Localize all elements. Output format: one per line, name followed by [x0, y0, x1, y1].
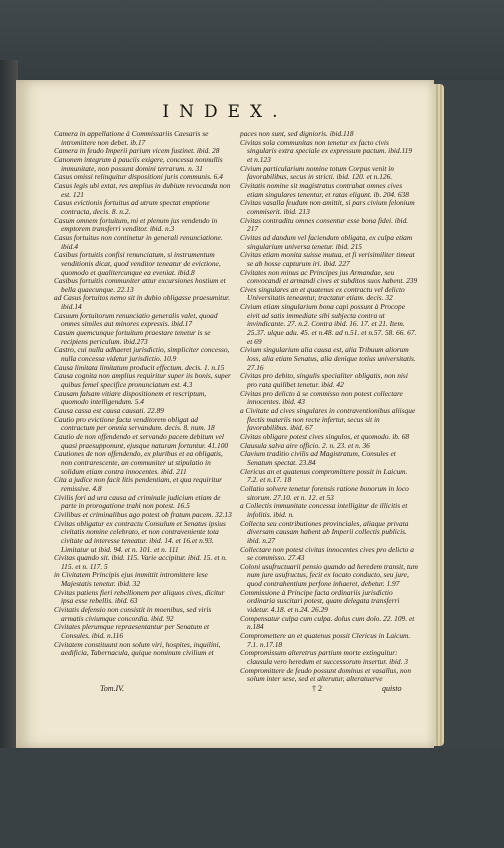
right-column: [240, 130, 418, 684]
index-entry: Civitas pro debito, singulis specialiter obligatis, non nisi pro rata quilibet tenetur. ibid. 42: [240, 371, 408, 390]
index-entry: Collatio solvere tenetur forensis ratione bonorum in loco sitorum. 27.10. et n. 12. et 53: [240, 483, 409, 502]
index-entry: Casus legis ubi extat, res amplius in dubium revocanda non est. 121: [54, 180, 231, 199]
index-entry: Civitas vasalla feudum non amittit, si pars civium felonium commiserit. ibid. 213: [240, 198, 415, 216]
index-entry: Civitas obligatur ex contractu Consulum et Senatus ipsius civitatis nomine celebrato, et non contraveniente tota civitate ad interesse teneatur. ibid. 14. et 16.et n.93. Limitatur ut ibid. 94. et n. 101. et n. 111: [54, 518, 226, 554]
index-entry: Camera in feudo Imperii parium vicem fustinet. ibid. 28: [54, 146, 220, 156]
index-entry: Cautio de non offendendo et servando pacem debitum vel quasi praesupponunt, ejusque naturam fortuntur. 41.100: [54, 431, 229, 450]
index-entry: Civilibus et criminalibus ago potest ob fratum pacem. 32.13: [54, 509, 232, 519]
book-cover-top: [0, 0, 504, 80]
index-entry: Causa limitata limitatum producit effectum. decis. 1. n.15: [54, 362, 225, 372]
index-entry: Cautiones de non offendendo, ex pluribus et ea obligatis, non contrarescente, an communiter ut stipulatio in solidum etiam contra innocentes. ibid. 211: [54, 449, 223, 476]
index-entry: Causa cognita non amplius requiritur super iis bonis, super quibus femel specifice pronunciatum est. 4.3: [54, 371, 231, 390]
index-entry: Casum quemcunque fortuitum praestare tenetur is se recipiens periculum. ibid.273: [54, 328, 211, 346]
book-page: [16, 80, 434, 748]
page-title: INDEX.: [162, 102, 288, 122]
index-entry: Coloni usufructuarii pensio quando ad heredem transit, tum num jure usufructus, fecit ex locato conducto, seu jure, quod contrahentium perfone inhaeret, debetur. 1.97: [240, 561, 418, 589]
index-entry: Compromittere de feudo possunt dominus et vasallus, non solum inter sese, sed et alterutur, alteratuerve: [240, 665, 412, 684]
index-entry: Clausula salva aire officio. 2. n. 23. et n. 36: [240, 440, 370, 450]
index-entry: Civitas patiens fieri rebellionem per aliquos cives, dicitur ipsa esse rebellis. ibid. 63: [54, 587, 225, 606]
index-entry: Clericus an et quatenus compromittere possit in Laicum. 7.2. et n.17. 18: [240, 466, 408, 485]
index-entry: Cautio pro evictione facta venditorem obligat ad contractum per omnia servandum. decis. 8. num. 18: [54, 414, 215, 433]
index-entry: Casuum fortuitorum renunciatio generalis valet, quoad omnes similes aut minores expressis. ibid.17: [54, 310, 218, 329]
index-entry: Civium particularium nomine totum Corpus venit in favorabilibus, secus in stricti. ibid. 120. et n.126.: [240, 163, 394, 182]
index-entry: Castro, cui nulla adhaeret jurisdictio, simpliciter concesso, nulla concessa videtur jurisdictio. 10.9: [54, 345, 230, 364]
index-entry: Casus omissi relinquitur dispositioni juris communis. 6.4: [54, 172, 223, 182]
index-entry: Compensatur culpa cum culpa. dolus cum dolo. 22. 109. et n.184: [240, 613, 415, 632]
index-entry: Civitatem constituunt non solum viri, hospites, inquilini, aedificia, Tabernacula, quique nominum civilium et: [54, 639, 221, 658]
index-entry: Civium singularium alia causa est, alia Tribuum aliorum loss, alia etiam Senatus, alia denique totius universitatis. 27.16: [240, 345, 416, 372]
book-cover-bottom: [0, 748, 504, 848]
index-entry: Cita a judice non facit litis pendentiam, et qua requiritur remissive. 4.8: [54, 475, 223, 493]
index-entry: Civitatis nomine sit magistratus contrahat omnes cives etiam singulares tenentur, et ratas eligunt. ib. 204. 638: [240, 180, 409, 199]
index-entry: Civitas sola communitas non tenetur ex facto civis singularis extra speciale ex expressum pactum. ibid.119 et n.123: [240, 137, 413, 164]
index-entry: Compromettere an et quatenus possit Clericus in Laicum. 7.1. n.17.18: [240, 631, 411, 649]
index-entry: Civitas contraditu omnes consentur esse bona fidei. ibid. 217: [240, 215, 409, 234]
index-entry: ad Casus fortuitos nemo sit in dubio obligasse praesumitur. ibid.14: [54, 293, 230, 312]
index-entry: Collecta seu contributiones provinciales, aliaque privata diversam causam habent ab Imperii collectis publicis. ibid. n.27: [240, 518, 409, 545]
index-entry: a Collectis immunitate concessa intelligitur de illicitis et infolitis. ibid. n.: [240, 501, 408, 519]
volume-label: Tom.IV.: [100, 684, 125, 693]
index-entry: Causam falsam vitiare dispositionem et rescriptum, quomodo intelligendum. 5.4: [54, 388, 207, 407]
left-column: [54, 130, 232, 658]
index-entry: Civitas etiam monita suisse mutua, et fi verisimiliter timeat se ab hosse capturum iri. ibid. 227: [240, 250, 415, 268]
index-entry: Civitas pro delicto à se commisso non potest collectare innocentes. ibid. 43: [240, 388, 403, 407]
index-entry: Civitatis defensio non consistit in moenibus, sed viris armatis civiumque concordia. ibid. 92: [54, 605, 212, 623]
index-entry: Civitas quando sit. ibid. 115. Varie accipitur. ibid. 15. et n. 115. et n. 117. 5: [54, 553, 227, 571]
index-entry: Casibus fortuitis communiter attur excursiones hostium et bella quaecunque. 22.13: [54, 276, 226, 294]
index-entry: paces non sunt, sed dignioris. ibid.118: [240, 129, 354, 138]
index-entry: Clavium traditio civilis ad Magistratum, Consules et Senatum spectat. 23.84: [240, 449, 396, 467]
index-entry: Civitas obligare potest cives singulos, et quomodo. ib. 68: [240, 431, 410, 441]
index-entry: Cives singulares an et quatenus ex contractu vel delicto Universitatis teneantur, tractatur etiam. decis. 32: [240, 284, 405, 303]
index-entry: Casus fortuitus non continetur in generali renunciatione. ibid.4: [54, 232, 223, 251]
index-entry: Civitates plerumque repraesentantur per Senatum et Consules. ibid. n.116: [54, 622, 210, 641]
index-entry: Compromissum alteretrus partium morte extinguitur: clausula vero heredum et successorum insertur. ibid. 3: [240, 648, 408, 667]
index-entry: Civitas ad dandum vel faciendum obligata, ex culpa etiam singularium universa tenetur. ibid. 215: [240, 232, 413, 251]
index-entry: Civium etiam singularium bona capi possunt à Procope eivit ad satis immediate sibi subjecta contra ut invindicante. 27. n.2. Contra ibid. 16. 17. et 21. Item. 25.37. ulque adu. 45. et n.48. ad n.51. et n.57. 58. 66. 67. et 69: [240, 302, 417, 346]
index-entry: in Civitatem Principis ejus immittit intromittere lese Majestatis tenetur. ibid. 32: [54, 570, 208, 589]
index-entry: Canonem integrum à pauciis exigere, concessa nonnullis immunitate, non possunt domini terrarum. n. 31: [54, 154, 223, 173]
index-entry: a Civitate ad cives singulares in contraventionibus aliisque flectis materiis non recte infertur, secus sit in favorabilibus. ibid. 67: [240, 406, 416, 433]
page-header: [16, 102, 434, 122]
index-entry: Collectare non potest civitas innocentes cives pro delicto a se commisso. 27.43: [240, 544, 414, 563]
index-entry: Commissione à Principe facta ordinariis jurisdictio ordinaria suscitari potest, quam delegata transferri videtur. 4.18. et n.24. 26.29: [240, 587, 400, 615]
index-entry: Camera in appellatione à Commissariis Caesaris se intromittere non debet. ib.17: [54, 129, 209, 147]
index-entry: Civilis fori ad ura causa ad criminale judicium etiam de parte in prorogatione trahi non potest. 16.5: [54, 492, 221, 511]
index-entry: Casum omnem fortuitum, mi et plenum jus vendendo in emptorem transferri venditor. ibid. n.3: [54, 215, 218, 234]
index-entry: Casibus fortuitis confisi renunciatum, si instrumentum venditionis dicat, quod venditor teneatur de evictione, quomodo et qualitercunque ea eveniat. ibid.8: [54, 250, 221, 277]
signature-mark: † 2: [312, 684, 322, 693]
index-entry: Casus evictionis fortuitus ad utrum spectat emptione contracta, decis. 8. n.2.: [54, 198, 210, 216]
catchword: quisto: [382, 684, 402, 693]
index-entry: Civitates non minus ac Principes jus Armandae, seu convocandi et armandi cives et subditos suos habent. 239: [240, 267, 418, 286]
index-entry: Causa cassa est causa causati. 22.89: [54, 406, 164, 415]
